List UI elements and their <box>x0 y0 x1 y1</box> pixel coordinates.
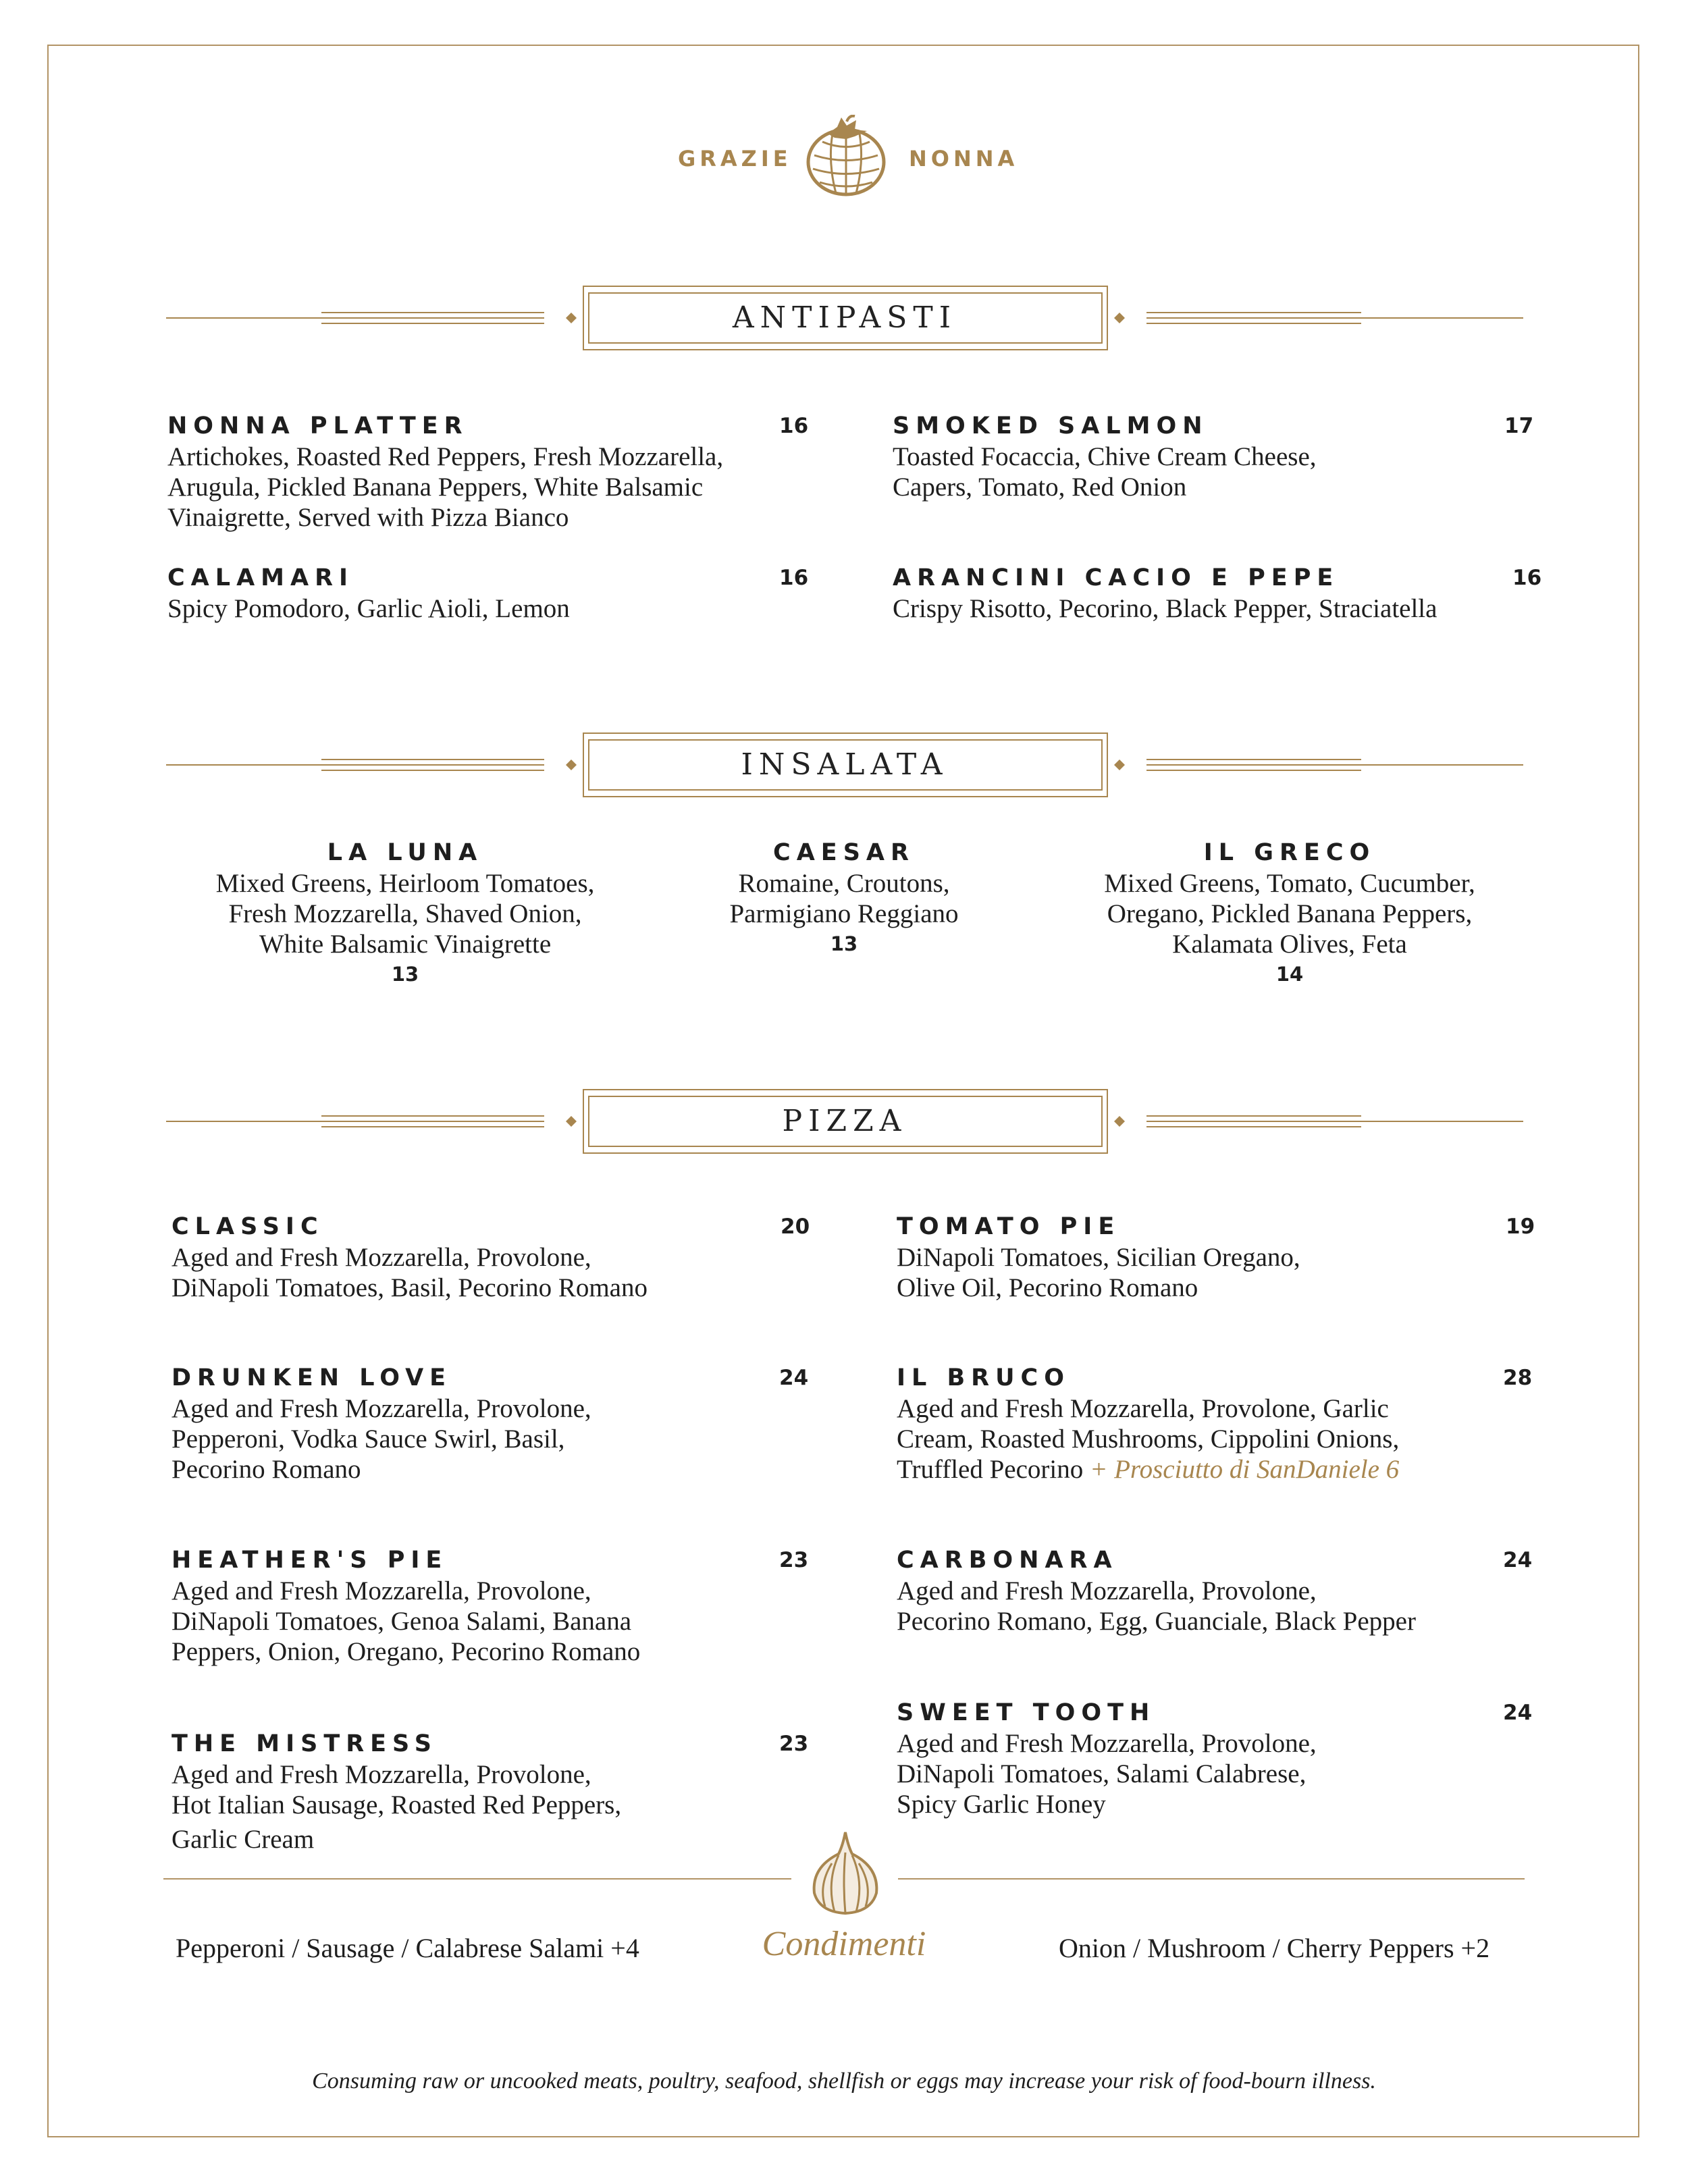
item-price: 23 <box>779 1548 809 1572</box>
condiments-right: Onion / Mushroom / Cherry Peppers +2 <box>1059 1933 1490 1963</box>
item-desc-line: Aged and Fresh Mozzarella, Provolone, Garlic <box>897 1394 1389 1423</box>
menu-item-the-mistress <box>172 1728 621 1855</box>
insalata-title: INSALATA <box>741 747 949 782</box>
item-name: THE MISTRESS <box>172 1730 438 1757</box>
item-name: CLASSIC <box>172 1213 324 1240</box>
logo-word-right: NONNA <box>909 146 1019 171</box>
item-desc-line: Fresh Mozzarella, Shaved Onion, <box>228 899 582 928</box>
item-price: 28 <box>1503 1366 1533 1390</box>
menu-item-nonna-platter <box>167 410 723 533</box>
item-desc-line <box>897 1454 1399 1485</box>
item-desc-line: Aged and Fresh Mozzarella, Provolone, <box>897 1729 1317 1758</box>
item-name: HEATHER'S PIE <box>172 1547 448 1574</box>
item-name: LA LUNA <box>327 839 483 866</box>
item-desc-line: White Balsamic Vinaigrette <box>259 930 552 959</box>
item-price: 19 <box>1506 1215 1535 1239</box>
menu-item-classic <box>172 1211 648 1303</box>
item-desc-line: Artichokes, Roasted Red Peppers, Fresh Mozzarella, <box>167 442 724 471</box>
menu-item-drunken-love <box>172 1362 591 1485</box>
item-desc-line: Parmigiano Reggiano <box>729 899 959 928</box>
antipasti-title: ANTIPASTI <box>732 300 957 335</box>
menu-item-calamari <box>167 562 570 624</box>
item-desc-line: DiNapoli Tomatoes, Salami Calabrese, <box>897 1759 1307 1788</box>
item-price: 16 <box>779 414 809 438</box>
menu-item-tomato-pie <box>897 1211 1300 1303</box>
item-desc-line: Pecorino Romano <box>172 1455 361 1484</box>
menu-item-arancini <box>893 562 1437 624</box>
item-desc-line: DiNapoli Tomatoes, Sicilian Oregano, <box>897 1243 1300 1272</box>
condiments-left: Pepperoni / Sausage / Calabrese Salami +4 <box>176 1933 639 1963</box>
addon-text: + Prosciutto di SanDaniele 6 <box>1090 1455 1400 1484</box>
item-desc-line: Mixed Greens, Tomato, Cucumber, <box>1104 869 1475 898</box>
item-desc-line: Aged and Fresh Mozzarella, Provolone, <box>172 1576 591 1605</box>
item-desc-line: Spicy Pomodoro, Garlic Aioli, Lemon <box>167 594 570 623</box>
item-desc-text: Truffled Pecorino <box>897 1455 1084 1484</box>
disclaimer: Consuming raw or uncooked meats, poultry, seafood, shellfish or eggs may increase your risk of food-bourn illness. <box>312 2069 1376 2094</box>
item-name: IL BRUCO <box>897 1364 1070 1391</box>
antipasti-banner <box>166 275 1523 361</box>
item-price: 24 <box>1503 1701 1533 1725</box>
item-desc-line: Vinaigrette, Served with Pizza Bianco <box>167 503 569 532</box>
item-price: 13 <box>391 963 419 986</box>
item-desc-line: Toasted Focaccia, Chive Cream Cheese, <box>893 442 1317 471</box>
item-name: CARBONARA <box>897 1547 1118 1574</box>
item-desc-line: Garlic Cream <box>172 1825 315 1854</box>
item-desc-line: Spicy Garlic Honey <box>897 1790 1106 1819</box>
item-price: 16 <box>779 566 809 590</box>
item-desc-line: Oregano, Pickled Banana Peppers, <box>1107 899 1473 928</box>
item-desc-line: Cream, Roasted Mushrooms, Cippolini Onions, <box>897 1424 1400 1454</box>
item-desc-line: Olive Oil, Pecorino Romano <box>897 1273 1198 1302</box>
item-price: 24 <box>779 1366 809 1390</box>
item-name: SMOKED SALMON <box>893 412 1209 440</box>
item-desc-line: Kalamata Olives, Feta <box>1172 930 1407 959</box>
item-name: DRUNKEN LOVE <box>172 1364 452 1391</box>
item-name: TOMATO PIE <box>897 1213 1121 1240</box>
divider-line <box>898 1878 1525 1880</box>
item-desc-line: Mixed Greens, Heirloom Tomatoes, <box>215 869 595 898</box>
item-desc-line: Capers, Tomato, Red Onion <box>893 473 1187 502</box>
item-price: 16 <box>1512 566 1542 590</box>
item-name: SWEET TOOTH <box>897 1699 1156 1726</box>
item-desc-line: DiNapoli Tomatoes, Genoa Salami, Banana <box>172 1607 632 1636</box>
item-name: IL GRECO <box>1203 839 1376 866</box>
pizza-title: PIZZA <box>782 1104 907 1138</box>
menu-item-il-bruco <box>897 1362 1399 1485</box>
item-desc-line: Aged and Fresh Mozzarella, Provolone, <box>172 1760 591 1789</box>
insalata-banner <box>166 722 1523 807</box>
menu-item-heathers-pie <box>172 1545 640 1667</box>
menu-item-il-greco <box>1053 837 1526 989</box>
item-name: CALAMARI <box>167 564 354 591</box>
item-desc-line: Hot Italian Sausage, Roasted Red Peppers, <box>172 1790 622 1819</box>
item-price: 20 <box>781 1215 810 1239</box>
item-name: NONNA PLATTER <box>167 412 469 440</box>
item-name: CAESAR <box>773 839 915 866</box>
menu-item-sweet-tooth <box>897 1697 1317 1819</box>
item-desc-line: Peppers, Onion, Oregano, Pecorino Romano <box>172 1637 641 1666</box>
item-desc-line: Arugula, Pickled Banana Peppers, White Balsamic <box>167 473 704 502</box>
item-name: ARANCINI CACIO E PEPE <box>893 564 1340 591</box>
item-desc-line: Romaine, Croutons, <box>738 869 950 898</box>
menu-item-carbonara <box>897 1545 1416 1636</box>
condiments-title: Condimenti <box>762 1925 926 1963</box>
pizza-banner <box>166 1079 1523 1164</box>
item-price: 17 <box>1504 414 1534 438</box>
item-price: 13 <box>830 932 858 955</box>
menu-item-la-luna <box>169 837 641 989</box>
item-price: 24 <box>1503 1548 1533 1572</box>
item-desc-line: Pepperoni, Vodka Sauce Swirl, Basil, <box>172 1424 565 1454</box>
item-desc-line: Aged and Fresh Mozzarella, Provolone, <box>172 1394 591 1423</box>
item-desc-line: DiNapoli Tomatoes, Basil, Pecorino Romano <box>172 1273 648 1302</box>
menu-item-caesar <box>675 837 1013 959</box>
item-desc-line: Pecorino Romano, Egg, Guanciale, Black Pepper <box>897 1607 1416 1636</box>
logo-word-left: GRAZIE <box>678 146 792 171</box>
item-price: 14 <box>1275 963 1304 986</box>
garlic-icon <box>805 1828 886 1916</box>
item-desc-line: Aged and Fresh Mozzarella, Provolone, <box>172 1243 591 1272</box>
item-price: 23 <box>779 1732 809 1756</box>
menu-item-smoked-salmon <box>893 410 1317 502</box>
divider-line <box>163 1878 791 1880</box>
item-desc-line: Crispy Risotto, Pecorino, Black Pepper, Straciatella <box>893 594 1438 623</box>
tomato-icon <box>802 115 890 198</box>
item-desc-line: Aged and Fresh Mozzarella, Provolone, <box>897 1576 1317 1605</box>
